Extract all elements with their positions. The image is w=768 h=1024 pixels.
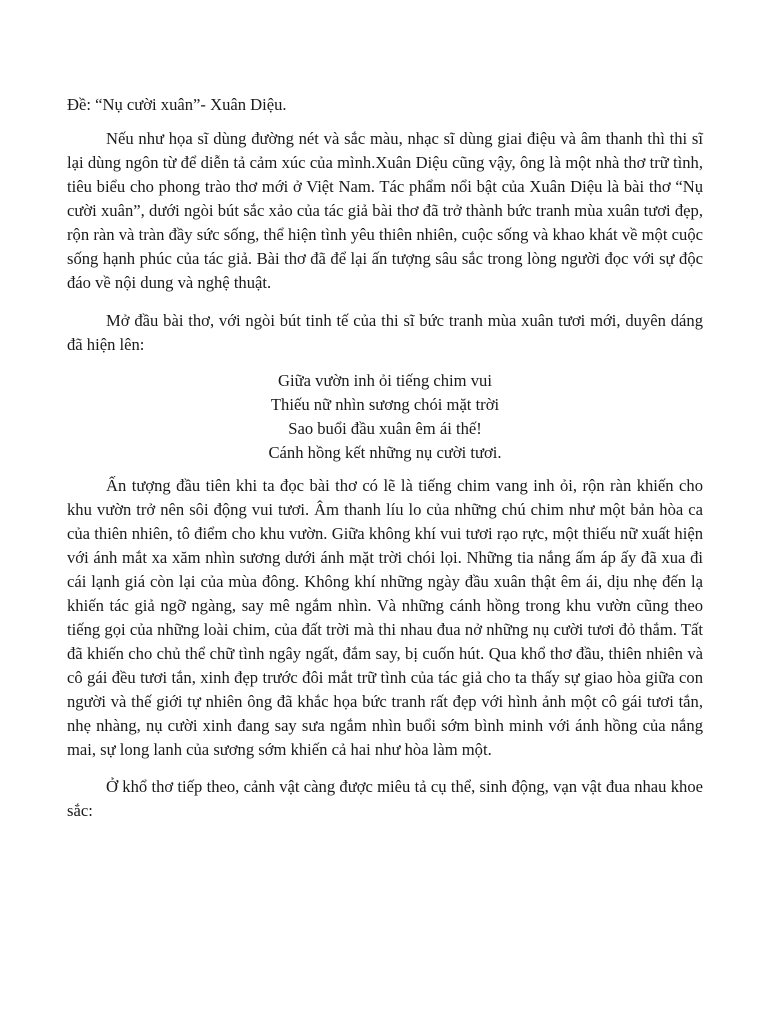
paragraph-introduction: Nếu như họa sĩ dùng đường nét và sắc màu, nhạc sĩ dùng giai điệu và âm thanh thì thi sĩ lại dùng ngôn từ để diễn tả cảm xúc của mình.Xuân Diệu cũng vậy, ông là một nhà thơ trữ tình, tiêu biểu cho phong trào thơ mới ở Việt Nam. Tác phẩm nổi bật của Xuân Diệu là bài thơ “Nụ cười xuân”, dưới ngòi bút sắc xảo của tác giả bài thơ đã trở thành bức tranh mùa xuân tươi đẹp, rộn ràn và tràn đầy sức sống, thể hiện tình yêu thiên nhiên, cuộc sống và khao khát về một cuộc sống hạnh phúc của tác giả. Bài thơ đã để lại ấn tượng sâu sắc trong lòng người đọc với sự độc đáo về nội dung và nghệ thuật. bbox=[67, 129, 703, 292]
poem-line: Giữa vườn inh ỏi tiếng chim vui bbox=[278, 371, 492, 390]
paragraph-opening: Mở đầu bài thơ, với ngòi bút tinh tế của thi sĩ bức tranh mùa xuân tươi mới, duyên dáng đã hiện lên: bbox=[67, 311, 703, 354]
poem-line: Sao buổi đầu xuân êm ái thế! bbox=[288, 419, 482, 438]
paragraph-analysis: Ấn tượng đầu tiên khi ta đọc bài thơ có lẽ là tiếng chim vang inh ỏi, rộn ràn khiến cho khu vườn trở nên sôi động vui tươi. Âm thanh líu lo của những chú chim như một bản hòa ca của thiên nhiên, tô điểm cho khu vườn. Giữa không khí vui tươi rạo rực, một thiếu nữ xuất hiện với ánh mắt xa xăm nhìn sương dưới ánh mặt trời chói lọi. Những tia nắng ấm áp ấy đã xua đi cái lạnh giá còn lại của mùa đông. Không khí những ngày đầu xuân thật êm ái, dịu nhẹ đến lạ khiến tác giả ngỡ ngàng, say mê ngắm nhìn. Và những cánh hồng trong khu vườn cũng theo tiếng gọi của những loài chim, của đất trời mà thi nhau đua nở những nụ cười tươi đỏ thắm. Tất đã khiến cho chủ thể chữ tình ngây ngất, đắm say, bị cuốn hút. Qua khổ thơ đầu, thiên nhiên và cô gái đều tươi tắn, xinh đẹp trước đôi mắt trữ tình của tác giả cho ta thấy sự giao hòa giữa con người và thế giới tự nhiên ông đã khắc họa bức tranh rất đẹp với hình ảnh một cô gái tươi tắn, nhẹ nhàng, nụ cười xinh đang say sưa ngắm nhìn buổi sớm bình minh với ánh hồng của nắng mai, sự long lanh của sương sớm khiến cả hai như hòa làm một. bbox=[67, 476, 703, 759]
poem-stanza bbox=[67, 369, 703, 465]
essay-title: Đề: “Nụ cười xuân”- Xuân Diệu. bbox=[67, 95, 287, 114]
poem-line: Cánh hồng kết những nụ cười tươi. bbox=[268, 443, 502, 462]
paragraph-next-stanza: Ở khổ thơ tiếp theo, cảnh vật càng được miêu tả cụ thể, sinh động, vạn vật đua nhau khoe sắc: bbox=[67, 777, 703, 820]
poem-line: Thiếu nữ nhìn sương chói mặt trời bbox=[270, 395, 500, 414]
